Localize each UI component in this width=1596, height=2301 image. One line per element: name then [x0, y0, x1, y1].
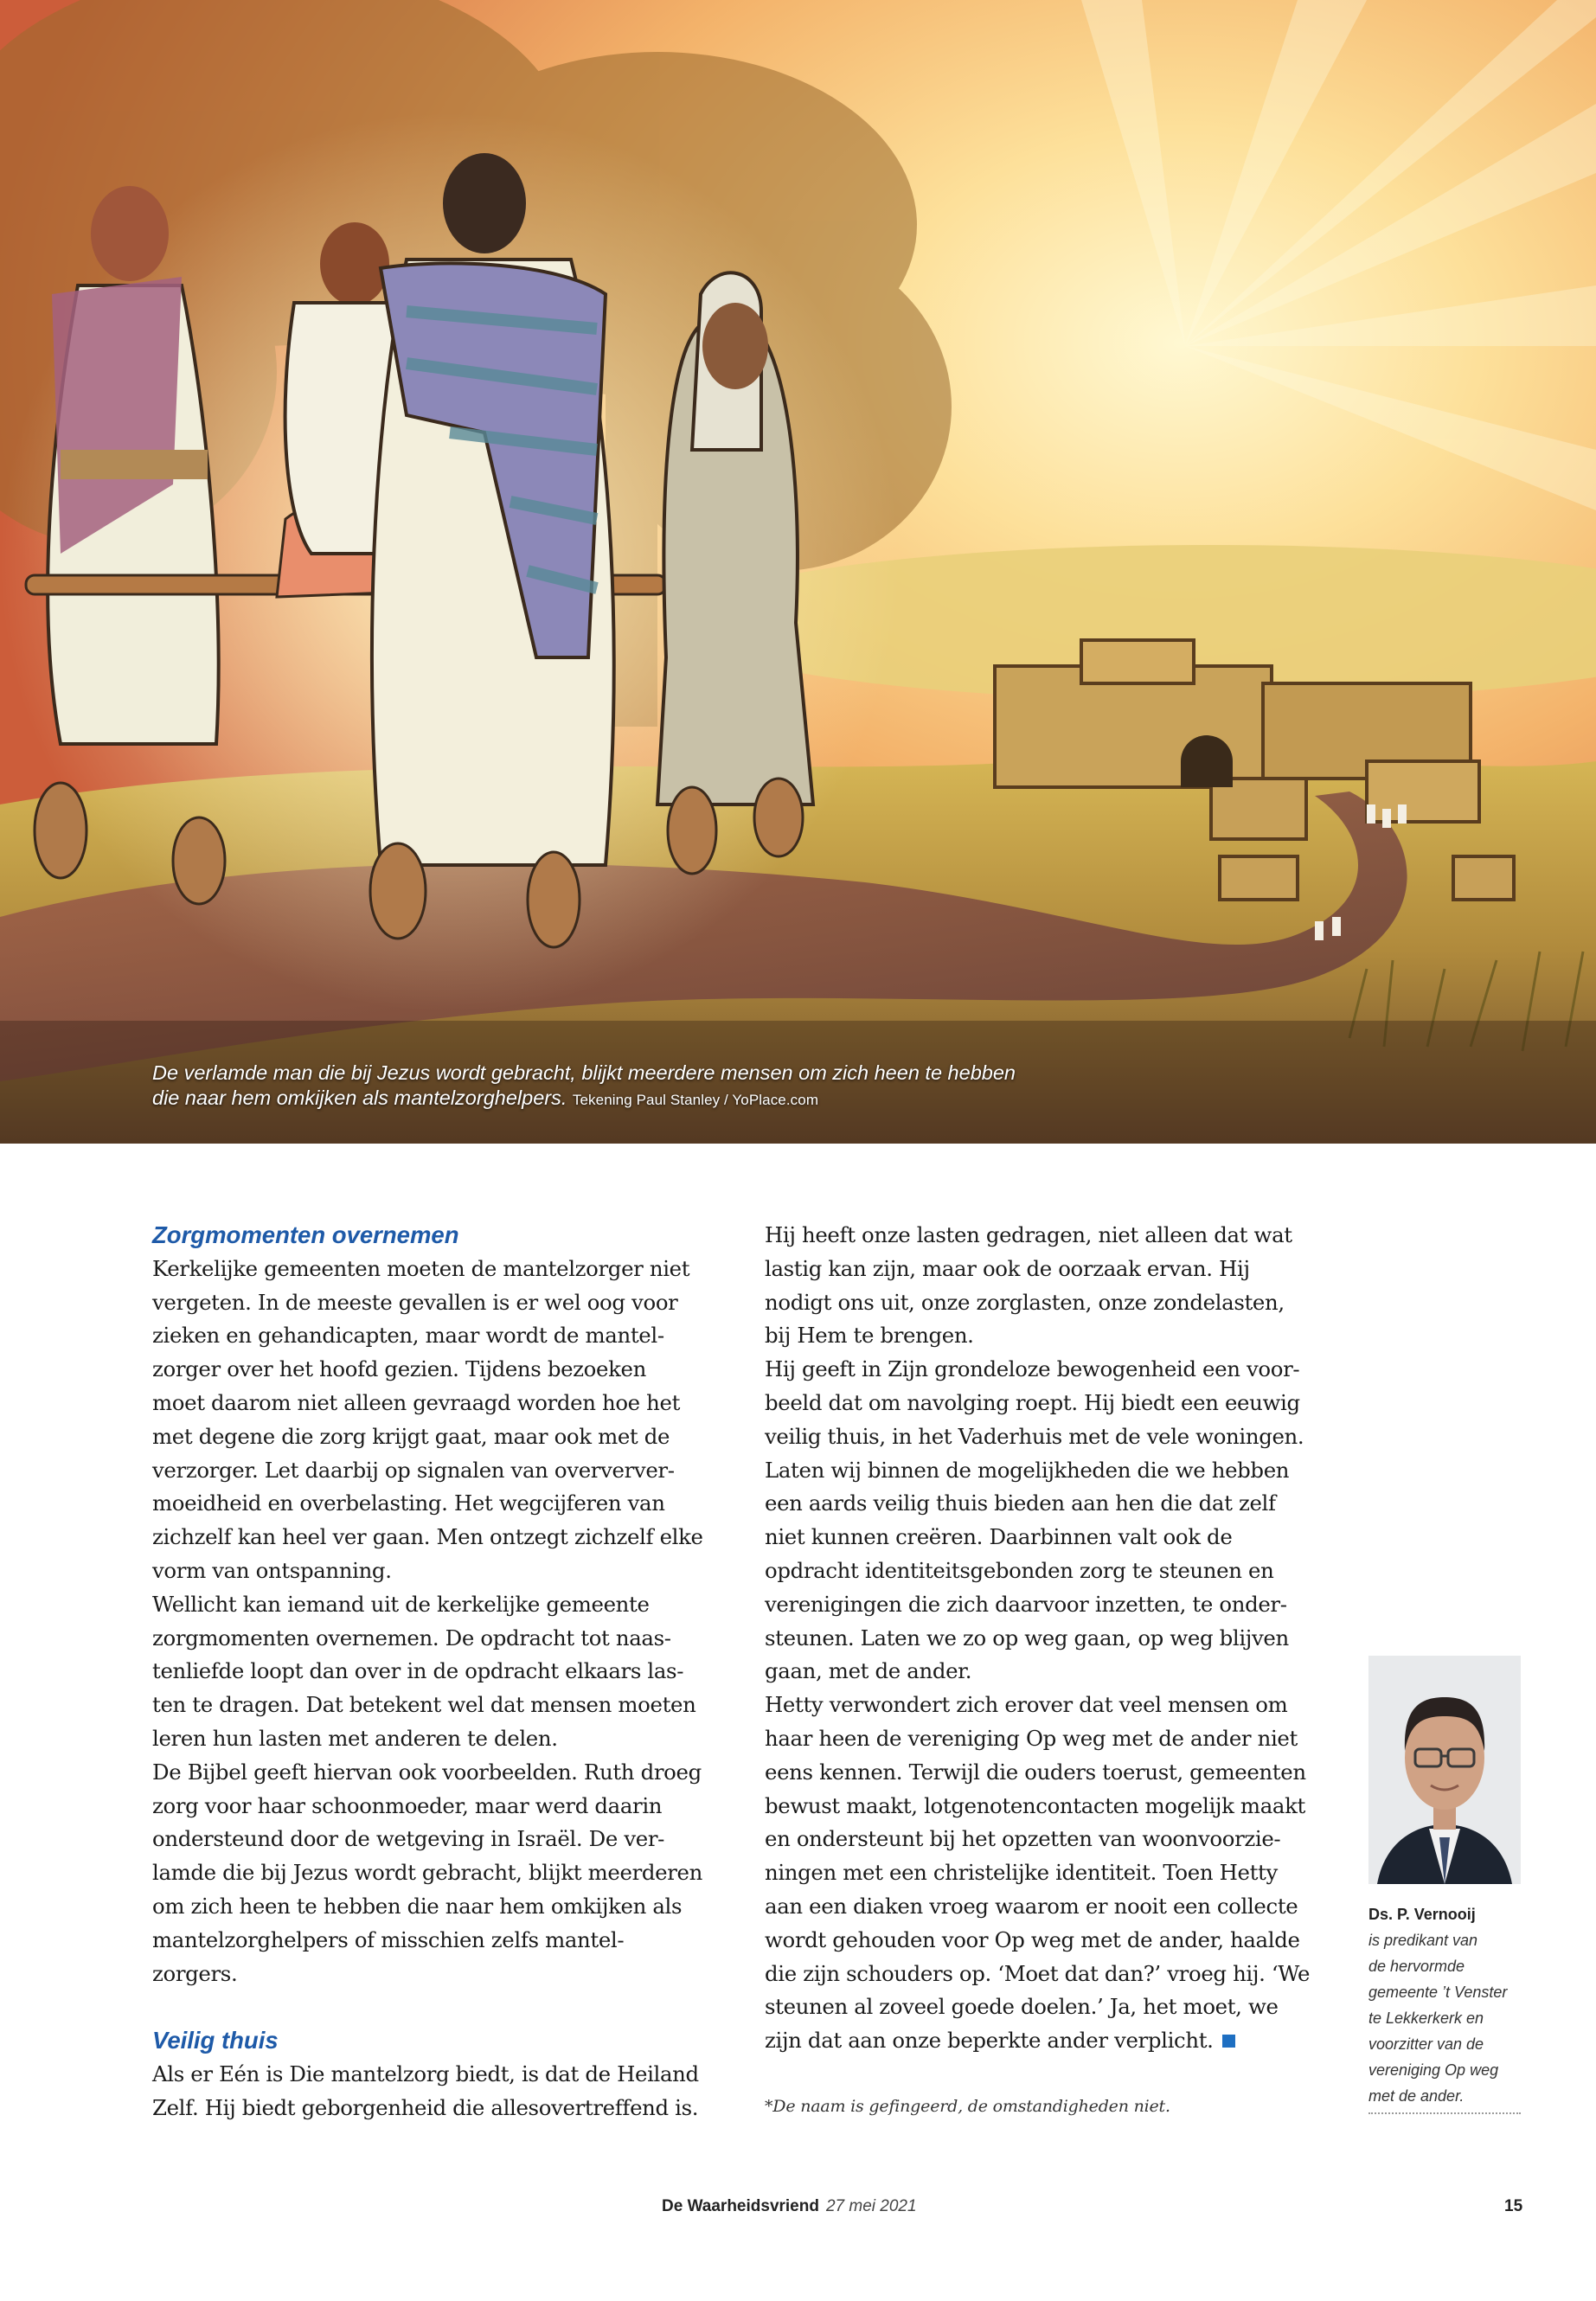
author-bio-line: voorzitter van de — [1368, 2035, 1484, 2053]
text-line: niet kunnen creëren. Daarbinnen valt ook de — [765, 1524, 1233, 1550]
text-line: die zijn schouders op. ‘Moet dat dan?’ vroeg hij. ‘We — [765, 1960, 1311, 1986]
text-line: bij Hem te brengen. — [765, 1323, 974, 1349]
section-spacer — [152, 1990, 723, 2024]
text-line: Laten wij binnen de mogelijkheden die we hebben — [765, 1457, 1290, 1483]
text-line: beeld dat om navolging roept. Hij biedt een eeuwig — [765, 1389, 1300, 1415]
text-line: Als er Eén is Die mantelzorg biedt, is dat de Heiland — [152, 2061, 699, 2087]
text-line: zorgers. — [152, 1960, 238, 1986]
text-line: zichzelf kan heel ver gaan. Men ontzegt zichzelf elke — [152, 1524, 703, 1550]
text-line: zorg voor haar schoonmoeder, maar werd daarin — [152, 1792, 663, 1818]
text-line: moeidheid en overbelasting. Het wegcijferen van — [152, 1490, 665, 1516]
text-line: bewust maakt, lotgenotencontacten mogelijk maakt — [765, 1792, 1305, 1818]
author-bio-line: te Lekkerkerk en — [1368, 2009, 1484, 2027]
text-line: verzorger. Let daarbij op signalen van oververver- — [152, 1457, 675, 1483]
text-line: Hetty verwondert zich erover dat veel mensen om — [765, 1692, 1288, 1718]
text-line: moet daarom niet alleen gevraagd worden hoe het — [152, 1389, 681, 1415]
text-line: haar heen de vereniging Op weg met de ander niet — [765, 1725, 1298, 1751]
text-line: vorm van ontspanning. — [152, 1557, 392, 1583]
author-box — [1368, 1656, 1521, 2114]
text-line: veilig thuis, in het Vaderhuis met de vele woningen. — [765, 1423, 1304, 1449]
publication-name: De Waarheidsvriend — [662, 2197, 819, 2215]
paragraph-block-3 — [765, 1219, 1336, 2024]
paragraph-block-2 — [152, 2058, 723, 2125]
section-heading-veilig-thuis: Veilig thuis — [152, 2027, 279, 2054]
text-line: zorger over het hoofd gezien. Tijdens bezoeken — [152, 1356, 646, 1382]
footnote: *De naam is gefingeerd, de omstandigheden niet. — [765, 2097, 1170, 2116]
last-line-text: zijn dat aan onze beperkte ander verplicht. — [765, 2028, 1214, 2054]
issue-date: 27 mei 2021 — [825, 2197, 917, 2215]
text-line: Zelf. Hij biedt geborgenheid die allesovertreffend is. — [152, 2094, 699, 2120]
section-heading-zorgmomenten: Zorgmomenten overnemen — [152, 1221, 459, 1248]
text-line: steunen. Laten we zo op weg gaan, op weg blijven — [765, 1625, 1289, 1650]
text-line: lamde die bij Jezus wordt gebracht, blijkt meerderen — [152, 1860, 702, 1886]
paragraph-block-1 — [152, 1253, 723, 1991]
end-of-article-mark — [1222, 2035, 1235, 2048]
author-divider — [1368, 2112, 1521, 2114]
text-line: gaan, met de ander. — [765, 1658, 972, 1684]
text-line: Hij geeft in Zijn grondeloze bewogenheid een voor- — [765, 1356, 1300, 1382]
text-line: lastig kan zijn, maar ook de oorzaak ervan. Hij — [765, 1255, 1250, 1281]
text-line: ondersteund door de wetgeving in Israël. De ver- — [152, 1826, 665, 1852]
text-line: De Bijbel geeft hiervan ook voorbeelden. Ruth droeg — [152, 1759, 702, 1785]
illustration-credit: Tekening Paul Stanley / YoPlace.com — [572, 1092, 819, 1108]
article-last-line — [765, 2024, 1336, 2058]
text-line: tenliefde loopt dan over in de opdracht elkaars las- — [152, 1658, 684, 1684]
text-line: vergeten. In de meeste gevallen is er wel oog voor — [152, 1289, 678, 1315]
text-line: Kerkelijke gemeenten moeten de mantelzorger niet — [152, 1255, 690, 1281]
text-line: ningen met een christelijke identiteit. Toen Hetty — [765, 1860, 1278, 1886]
text-line: verenigingen die zich daarvoor inzetten, te onder- — [765, 1591, 1287, 1617]
hero-illustration — [0, 0, 1596, 1144]
text-line: zorgmomenten overnemen. De opdracht tot naas- — [152, 1625, 671, 1650]
caption-line-1: De verlamde man die bij Jezus wordt gebracht, blijkt meerdere mensen om zich heen te hebben — [152, 1061, 1016, 1084]
author-bio-line: de hervormde — [1368, 1958, 1465, 1975]
author-portrait — [1368, 1656, 1521, 1884]
text-line: mantelzorghelpers of misschien zelfs mantel- — [152, 1926, 625, 1952]
author-bio-line: is predikant van — [1368, 1932, 1478, 1949]
text-line: een aards veilig thuis bieden aan hen die dat zelf — [765, 1490, 1276, 1516]
text-line: steunen al zoveel goede doelen.’ Ja, het moet, we — [765, 1994, 1279, 2020]
text-line: ten te dragen. Dat betekent wel dat mensen moeten — [152, 1692, 696, 1718]
text-line: Hij heeft onze lasten gedragen, niet alleen dat wat — [765, 1222, 1292, 1247]
article-column-1 — [152, 1219, 723, 2125]
text-line: opdracht identiteitsgebonden zorg te steunen en — [765, 1557, 1274, 1583]
author-bio-line: gemeente ’t Venster — [1368, 1984, 1508, 2001]
text-line: nodigt ons uit, onze zorglasten, onze zondelasten, — [765, 1289, 1285, 1315]
text-line: met degene die zorg krijgt gaat, maar ook met de — [152, 1423, 670, 1449]
author-bio-line: met de ander. — [1368, 2087, 1465, 2105]
text-line: en ondersteunt bij het opzetten van woonvoorzie- — [765, 1826, 1281, 1852]
caption-line-2: die naar hem omkijken als mantelzorghelpers. — [152, 1086, 567, 1109]
text-line: leren hun lasten met anderen te delen. — [152, 1725, 558, 1751]
author-bio — [1368, 1927, 1521, 2109]
author-name: Ds. P. Vernooij — [1368, 1906, 1476, 1923]
text-line: Wellicht kan iemand uit de kerkelijke gemeente — [152, 1591, 650, 1617]
figure-caption — [152, 1061, 1017, 1112]
text-line: zieken en gehandicapten, maar wordt de mantel- — [152, 1323, 664, 1349]
text-line: om zich heen te hebben die naar hem omkijken als — [152, 1893, 683, 1919]
text-line: aan een diaken vroeg waarom er nooit een collecte — [765, 1893, 1298, 1919]
author-bio-line: vereniging Op weg — [1368, 2061, 1499, 2079]
footer-publication — [662, 2197, 917, 2216]
article-column-2 — [765, 1219, 1336, 2058]
illustration-jesus-healing-paralytic — [0, 0, 1596, 1144]
page-number: 15 — [1504, 2197, 1523, 2215]
text-line: wordt gehouden voor Op weg met de ander, haalde — [765, 1926, 1300, 1952]
text-line: eens kennen. Terwijl die ouders toerust, gemeenten — [765, 1759, 1306, 1785]
